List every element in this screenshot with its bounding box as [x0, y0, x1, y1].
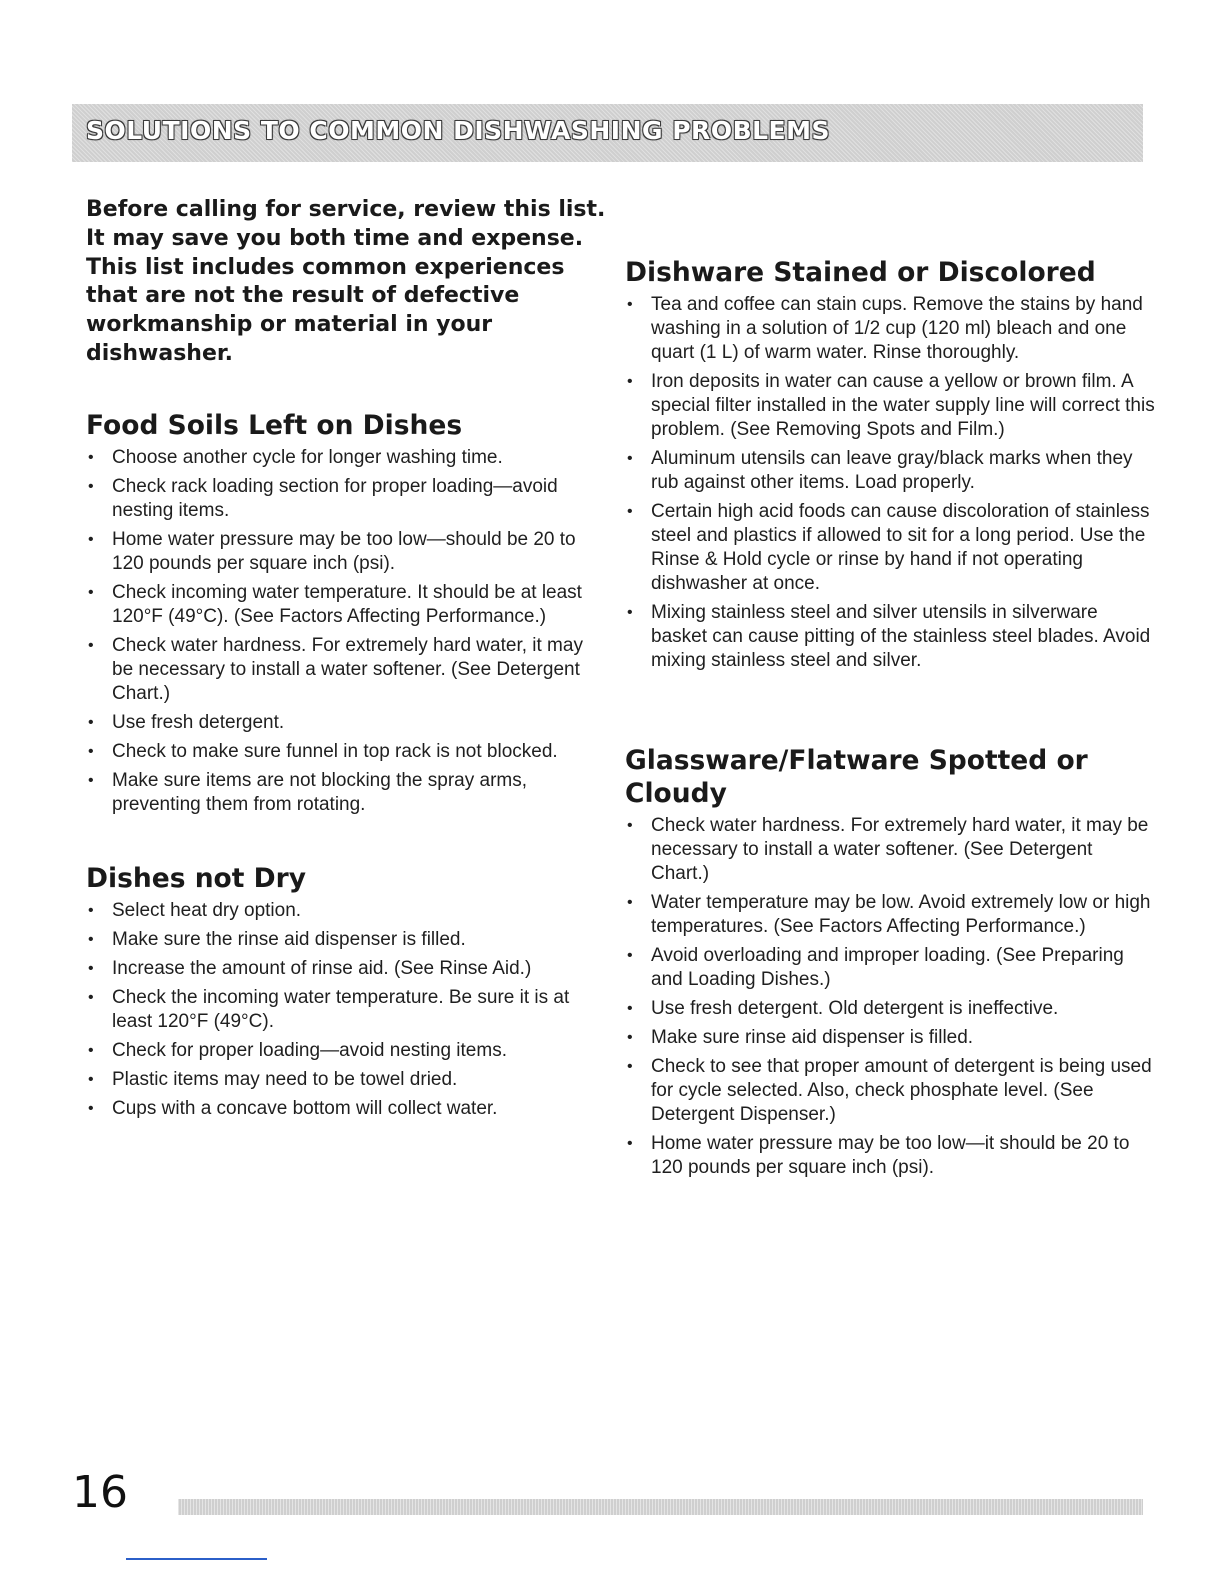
section-heading-dishes-not-dry: Dishes not Dry [86, 862, 306, 894]
section-heading-glassware-spotted: Glassware/Flatware Spotted or Cloudy [625, 745, 1088, 809]
intro-line: This list includes common experiences [86, 254, 565, 280]
bullet-icon: • [627, 817, 633, 834]
bullet-icon: • [88, 1070, 94, 1088]
list-item: • Check to see that proper amount of detergent is being used for cycle selected. Also, check phosphate level. (See Detergent Dispenser.) [627, 1056, 1152, 1125]
list-item: • Cups with a concave bottom will collect water. [88, 1097, 498, 1119]
bullet-icon: • [627, 1000, 633, 1017]
list-item: • Make sure items are not blocking the spray arms, preventing them from rotating. [88, 769, 528, 815]
list-item: • Use fresh detergent. [88, 711, 285, 733]
page-title: SOLUTIONS TO COMMON DISHWASHING PROBLEMS [86, 116, 831, 145]
intro-line: that are not the result of defective [86, 283, 520, 309]
list-item: • Check for proper loading—avoid nesting items. [88, 1039, 507, 1061]
bullet-icon: • [627, 450, 633, 467]
list-item: • Choose another cycle for longer washing time. [88, 446, 503, 468]
list-item: • Mixing stainless steel and silver utensils in silverware basket can cause pitting of the stainless steel blades. Avoid mixing stainless steel and silver. [627, 602, 1151, 671]
list-item: • Check rack loading section for proper loading—avoid nesting items. [88, 475, 558, 521]
footer-divider [178, 1499, 1143, 1515]
list-item: • Water temperature may be low. Avoid extremely low or high temperatures. (See Factors Affecting Performance.) [627, 892, 1151, 937]
bullet-icon: • [88, 448, 94, 466]
bullet-icon: • [88, 1041, 94, 1059]
list-item: • Iron deposits in water can cause a yellow or brown film. A special filter installed in the water supply line will correct this problem. (See Removing Spots and Film.) [627, 371, 1155, 440]
left-column [86, 196, 606, 1126]
bullet-icon: • [88, 583, 94, 601]
list-item: • Check water hardness. For extremely hard water, it may be necessary to install a water softener. (See Detergent Chart.) [627, 815, 1149, 884]
bullet-icon: • [627, 503, 633, 520]
list-item: • Check to make sure funnel in top rack is not blocked. [88, 740, 558, 762]
list-item: • Tea and coffee can stain cups. Remove the stains by hand washing in a solution of 1/2 cup (120 ml) bleach and one quart (1 L) of warm water. Rinse thoroughly. [627, 294, 1143, 363]
bullet-icon: • [627, 1135, 633, 1152]
list-item: • Increase the amount of rinse aid. (See Rinse Aid.) [88, 957, 532, 979]
bullet-icon: • [627, 604, 633, 621]
bullet-icon: • [88, 742, 94, 760]
bullet-icon: • [627, 373, 633, 390]
glassware-spotted-list [625, 814, 1155, 1180]
dishes-not-dry-list [86, 899, 596, 1121]
bullet-icon: • [88, 930, 94, 948]
list-item: • Make sure the rinse aid dispenser is filled. [88, 928, 466, 950]
bullet-icon: • [88, 901, 94, 919]
bullet-icon: • [88, 988, 94, 1006]
list-item: • Use fresh detergent. Old detergent is ineffective. [627, 998, 1059, 1019]
bullet-icon: • [627, 296, 633, 313]
section-glassware-spotted [625, 744, 1155, 1180]
section-heading-dishware-stained: Dishware Stained or Discolored [625, 257, 1096, 288]
intro-line: Before calling for service, review this list. [86, 197, 606, 222]
list-item: • Avoid overloading and improper loading. (See Preparing and Loading Dishes.) [627, 945, 1124, 990]
list-item: • Home water pressure may be too low—it should be 20 to 120 pounds per square inch (psi). [627, 1133, 1130, 1178]
bullet-icon: • [88, 636, 94, 654]
bullet-icon: • [627, 1029, 633, 1046]
right-column [625, 256, 1155, 1185]
list-item: • Select heat dry option. [88, 899, 302, 921]
intro-line: workmanship or material in your [86, 312, 493, 338]
section-food-soils [86, 409, 596, 817]
list-item: • Aluminum utensils can leave gray/black marks when they rub against other items. Load properly. [627, 448, 1133, 493]
bullet-icon: • [627, 1058, 633, 1075]
list-item: • Make sure rinse aid dispenser is filled. [627, 1027, 974, 1048]
bullet-icon: • [88, 959, 94, 977]
bullet-icon: • [627, 947, 633, 964]
section-title-banner [72, 104, 1143, 162]
bullet-icon: • [88, 771, 94, 789]
intro-line: dishwasher. [86, 340, 233, 366]
section-dishes-not-dry [86, 862, 596, 1121]
food-soils-list [86, 446, 596, 817]
bullet-icon: • [88, 713, 94, 731]
page-number: 16 [72, 1467, 128, 1518]
bullet-icon: • [627, 894, 633, 911]
list-item: • Check incoming water temperature. It should be at least 120°F (49°C). (See Factors Affecting Performance.) [88, 581, 582, 627]
list-item: • Plastic items may need to be towel dried. [88, 1068, 458, 1090]
section-dishware-stained [625, 256, 1155, 673]
bullet-icon: • [88, 477, 94, 495]
list-item: • Check the incoming water temperature. Be sure it is at least 120°F (49°C). [88, 986, 570, 1032]
section-heading-food-soils: Food Soils Left on Dishes [86, 409, 463, 441]
list-item: • Check water hardness. For extremely hard water, it may be necessary to install a water softener. (See Detergent Chart.) [88, 634, 583, 704]
footer-rule [126, 1558, 267, 1560]
list-item: • Certain high acid foods can cause discoloration of stainless steel and plastics if allowed to sit for a long period. Use the Rinse & Hold cycle or rinse by hand if not operating dishwasher at once. [627, 501, 1150, 594]
intro-paragraph [86, 196, 606, 369]
bullet-icon: • [88, 530, 94, 548]
dishware-stained-list [625, 293, 1155, 673]
list-item: • Home water pressure may be too low—should be 20 to 120 pounds per square inch (psi). [88, 528, 576, 574]
bullet-icon: • [88, 1099, 94, 1117]
intro-line: It may save you both time and expense. [86, 225, 584, 251]
